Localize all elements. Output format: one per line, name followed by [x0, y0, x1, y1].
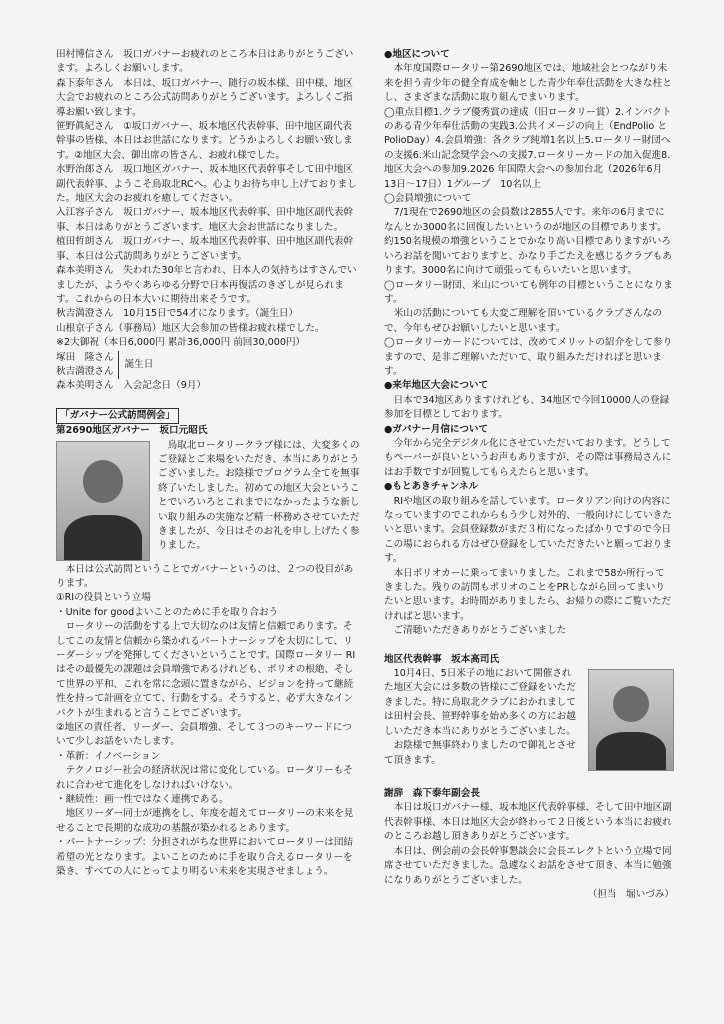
- right-column: [384, 48, 674, 902]
- photo-head-shape: [613, 686, 650, 722]
- thanks-paragraph: 本日は坂口ガバナー様、坂本地区代表幹事様、そして田中地区副代表幹事様、本日は地区大会が終わって２日後という本当にお疲れのところお越し頂きありがとうございます。: [384, 802, 672, 843]
- next-convention-text: 日本で34地区ありますけれども、34地区で今回10000人の登録参加を目標としております。: [384, 394, 670, 421]
- district-paragraph: ◯重点目標1.クラブ優秀賞の達成（旧ロータリー賞）2.インパクトのある青少年奉仕活動の実践3.公共イメージの向上（EndPolio と PolioDay）4.会員増強：各クラブ純増1名以上5.ロータリー財団への支援6.米山記念奨学会への支援7.ロータリーカードの加入促進8.地区大会への参加9.2026 年国際大会への参加台北（2026年6月13日～17日）1グループ 10名以上: [384, 106, 672, 190]
- district-paragraph: 米山の活動についても大変ご理解を頂いているクラブさんなので、今年もぜひお願いしたいと思います。: [384, 308, 663, 334]
- secretary-photo: [588, 669, 674, 771]
- greeting-item: 植田哲朗さん 坂口ガバナー、坂本地区代表幹事、田中地区副代表幹事、本日は公式訪問ありがとうございます。: [56, 236, 354, 262]
- thanks-section: [384, 801, 674, 887]
- speech-paragraph: 地区リーダー同士が連携をし、年度を超えてロータリーの未来を見せることで長期的な成功の基盤が築かれるとあります。: [56, 808, 354, 834]
- governor-intro: 鳥取北ロータリークラブ様には、大変多くのご登録とご来場をいただき、本当にありがとうございました。お陰様でプログラム全てを無事終了いたしました。初めての地区大会ということでいろいろとこれまでになかったような新しい取り組みの実施など精一杯務めさせていただきましたが、今日はそのお礼を申し上げたく参りました。: [158, 439, 360, 552]
- channel-section: [384, 495, 674, 639]
- greeting-item: 笹野眞紀さん ①坂口ガバナー、坂本地区代表幹事、田中地区副代表幹事の皆様、本日はお世話になります。どうかよろしくお願い致します。②地区大会、御出席の皆さん、お疲れ様でした。: [56, 121, 353, 161]
- greeting-item: 水野治郎さん 坂口地区ガバナー、坂本地区代表幹事そして田中地区副代表幹事、ようこそ鳥取北RCへ。心よりお待ち申し上げておりました。地区大会のお疲れを癒してください。: [56, 164, 357, 205]
- photo-head-shape: [83, 460, 123, 502]
- district-paragraph: ◯ロータリーカードについては、改めてメリットの紹介をして参りますので、是非ご理解いただいて、取り組みただければと思います。: [384, 337, 673, 377]
- thanks-paragraph: 本日は、例会前の会長幹事懇談会に会長エレクトという立場で同席させていただきました。急遽なくお話をさせて頂き、本当に勉強になりありがとうございました。: [384, 845, 672, 886]
- greeting-item: 秋吉満澄さん 10月15日で54才になります。（誕生日）: [56, 308, 299, 320]
- secretary-text-2: お陰様で無事終わりましたので御礼とさせて頂きます。: [384, 740, 576, 766]
- photo-body-shape: [596, 732, 667, 771]
- governor-photo: [56, 441, 150, 561]
- birthday-name: 塚田 隆さん: [56, 351, 114, 363]
- greeting-item: 山根京子さん（事務局）地区大会参加の皆様お疲れ様でした。: [56, 322, 325, 334]
- greetings-list: [56, 48, 361, 351]
- speech-paragraph: ・継続性：画一性ではなく連携である。: [56, 794, 229, 806]
- birthday-block: [56, 351, 361, 380]
- speech-paragraph: ・Unite for goodよいことのために手を取り合おう: [56, 606, 279, 618]
- district-paragraph: 本年度国際ロータリー第2690地区では、地域社会とつながり未来を担う青少年の健全育成を軸とした青少年奉仕活動を大きな柱とし、さまざまな活動に取り組んでまいります。: [384, 63, 672, 104]
- speech-paragraph: ①RIの役員という立場: [56, 592, 151, 604]
- greeting-item: 森下泰年さん 本日は、坂口ガバナー、随行の坂本様、田中様、地区大会でお疲れのところ公式訪問ありがとうございます。よろしくご指導お願い致します。: [56, 77, 354, 118]
- greeting-item: ※2大御祝（本日6,000円 累計36,000円 前回30,000円）: [56, 337, 306, 349]
- governor-name: 第2690地区ガバナー 坂口元昭氏: [56, 425, 208, 437]
- speech-paragraph: ロータリーの活動をする上で大切なのは友情と信頼であります。そしてこの友情と信頼から築かれるパートナーシップを大切にして、リーダーシップを発揮してくださいということです。国際ロータリー RIはその最優先の課題は会員増強であるけれども、ポリオの根絶、そして世界の平和、これを常に念頭に置きながら、ビジョンを持って継続性を持って計画を立てて、行動をする。そうすると、必ず大きなインパクトが生まれると言うことでございます。: [56, 621, 356, 719]
- thanks-heading: 謝辞 森下泰年副会長: [384, 788, 480, 800]
- birthday-name: 秋吉満澄さん: [56, 365, 114, 377]
- secretary-heading: 地区代表幹事 坂本高司氏: [384, 653, 500, 665]
- speech-paragraph: ・パートナーシップ：分担されがちな世界においてロータリーは団結希望の光となります。よいことのために手を取り合えるロータリーを築き、すべての人にとってより明るい未来を実現させましょう。: [56, 837, 354, 878]
- birthday-label: 誕生日: [124, 358, 154, 370]
- greeting-item: 入江容子さん 坂口ガバナー、坂本地区代表幹事、田中地区副代表幹事、本日はありがとうございます。地区大会お世話になりました。: [56, 207, 354, 233]
- governor-letter-text: 今年から完全デジタル化にさせていただいております。どうしてもペーパーが良いというお声もありますが、その際は事務局さんにはお手数ですが回覧してもらえたらと思います。: [384, 437, 672, 478]
- next-convention-heading: ●来年地区大会について: [384, 380, 489, 392]
- governor-letter-heading: ●ガバナー月信について: [384, 423, 489, 435]
- channel-heading: ●もとあきチャンネル: [384, 481, 479, 493]
- greeting-item: 田村博信さん 坂口ガバナーお疲れのところ本日はありがとうございます。よろしくお願いします。: [56, 49, 354, 75]
- district-heading: ●地区について: [384, 49, 450, 60]
- speech-paragraph: テクノロジー社会の経済状況は常に変化している。ロータリーもそれに合わせて進化をしなければいけない。: [56, 765, 353, 791]
- district-paragraph: 7/1現在で2690地区の会員数は2855人です。来年の6月までになんとか3000名に回復したいというのが地区の目標であります。約150名規模の増強ということでかなり高い目標でありますがいろいろお話を聞いておりますと、かなり手ごたえを感じるクラブもあります。3000名に向けて頑張ってもらいたいと思います。: [384, 207, 672, 277]
- governor-section-title: 「ガバナー公式訪問例会」: [56, 408, 179, 424]
- district-paragraph: ◯ロータリー財団、米山についても例年の目標ということになります。: [384, 279, 673, 305]
- channel-paragraph: ご清聴いただきありがとうございました: [393, 625, 567, 637]
- secretary-text: 10月4日、5日米子の地において開催された地区大会には多数の皆様にご登録をいただきました。特に鳥取北クラブにおかれましては田村会長、笹野幹事を始め多くの方にお越しいただき本当にありがとうございました。: [384, 668, 576, 737]
- district-paragraph: ◯会員増強について: [384, 193, 472, 205]
- channel-paragraph: 本日ポリオカーに乗ってまいりました。これまで58か所行ってきました。残りの訪問もポリオのことをPRしながら回ってまいりたいと思います。お時間がありましたら、お帰りの際にご覧いただければと思います。: [384, 567, 672, 622]
- photo-body-shape: [64, 515, 141, 561]
- anniversary-line: 森本美明さん 入会記念日（9月）: [56, 380, 207, 392]
- signature: （担当 堀いづみ）: [587, 888, 674, 900]
- speech-paragraph: ②地区の責任者、リーダー、会員増強、そして３つのキーワードについて少しお話をいたします。: [56, 722, 352, 748]
- speech-paragraph: ・革新：イノベーション: [56, 750, 161, 762]
- birthday-names: [56, 351, 119, 380]
- district-section: [384, 62, 674, 379]
- speech-paragraph: 本日は公式訪問ということでガバナーというのは、２つの役目があります。: [56, 563, 354, 589]
- greeting-item: 森本美明さん 失われた30年と言われ、日本人の気持ちはすさんでいましたが、ようやくあらゆる分野で日本再復活のきざしが見られます。これからの日本大いに期待出来そうです。: [56, 265, 357, 305]
- governor-speech: [56, 563, 361, 880]
- left-column: [56, 48, 361, 880]
- channel-paragraph: RIや地区の取り組みを話しています。ロータリアン向けの内容になっていますのでこれからもう少し対外的、一般向けにしていきたいと思います。会員登録数がまだ３桁になったばかりですので今日この場におられる方はぜひ登録をしていただきたいと願っております。: [384, 495, 672, 565]
